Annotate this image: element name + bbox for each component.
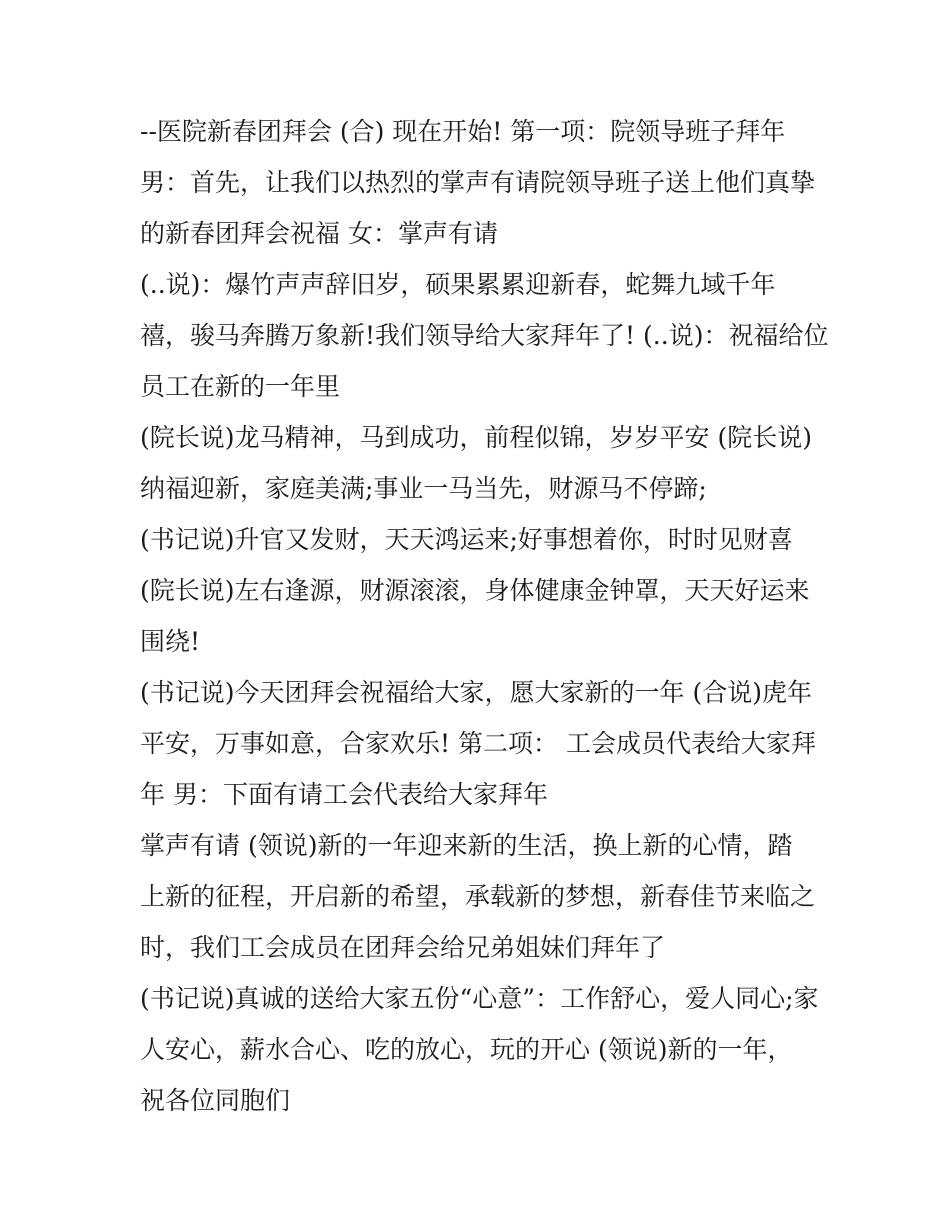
text-line: (院长说)龙马精神，马到成功，前程似锦，岁岁平安 (院长说) <box>140 423 812 452</box>
text-line: 的新春团拜会祝福 女：掌声有请 <box>140 219 498 248</box>
text-line: 禧，骏马奔腾万象新!我们领导给大家拜年了! (..说)：祝福给位 <box>140 321 829 350</box>
text-line: --医院新春团拜会 (合) 现在开始! 第一项：院领导班子拜年 <box>140 117 786 146</box>
text-line: 上新的征程，开启新的希望，承载新的梦想，新春佳节来临之 <box>140 882 816 911</box>
text-line: (书记说)升官又发财，天天鸿运来;好事想着你，时时见财喜 <box>140 525 793 554</box>
text-line: 纳福迎新，家庭美满;事业一马当先，财源马不停蹄; <box>140 474 707 503</box>
text-line: 员工在新的一年里 <box>140 372 341 401</box>
document-body <box>140 106 830 1126</box>
text-line: (书记说)真诚的送给大家五份“心意”：工作舒心，爱人同心;家 <box>140 984 819 1013</box>
text-line: (书记说)今天团拜会祝福给大家，愿大家新的一年 (合说)虎年 <box>140 678 812 707</box>
text-line: 平安，万事如意，合家欢乐! 第二项： 工会成员代表给大家拜 <box>140 729 816 758</box>
text-line: (..说)：爆竹声声辞旧岁，硕果累累迎新春，蛇舞九域千年 <box>140 270 776 299</box>
text-line: 人安心，薪水合心、吃的放心，玩的开心 (领说)新的一年， <box>140 1035 793 1064</box>
text-line: 祝各位同胞们 <box>140 1086 291 1115</box>
text-line: 围绕! <box>140 627 201 656</box>
text-line: 时，我们工会成员在团拜会给兄弟姐妹们拜年了 <box>140 933 666 962</box>
text-line: 年 男：下面有请工会代表给大家拜年 <box>140 780 548 809</box>
text-line: 男：首先，让我们以热烈的掌声有请院领导班子送上他们真挚 <box>140 168 816 197</box>
text-line: (院长说)左右逢源，财源滚滚，身体健康金钟罩，天天好运来 <box>140 576 810 605</box>
text-line: 掌声有请 (领说)新的一年迎来新的生活，换上新的心情，踏 <box>140 831 793 860</box>
